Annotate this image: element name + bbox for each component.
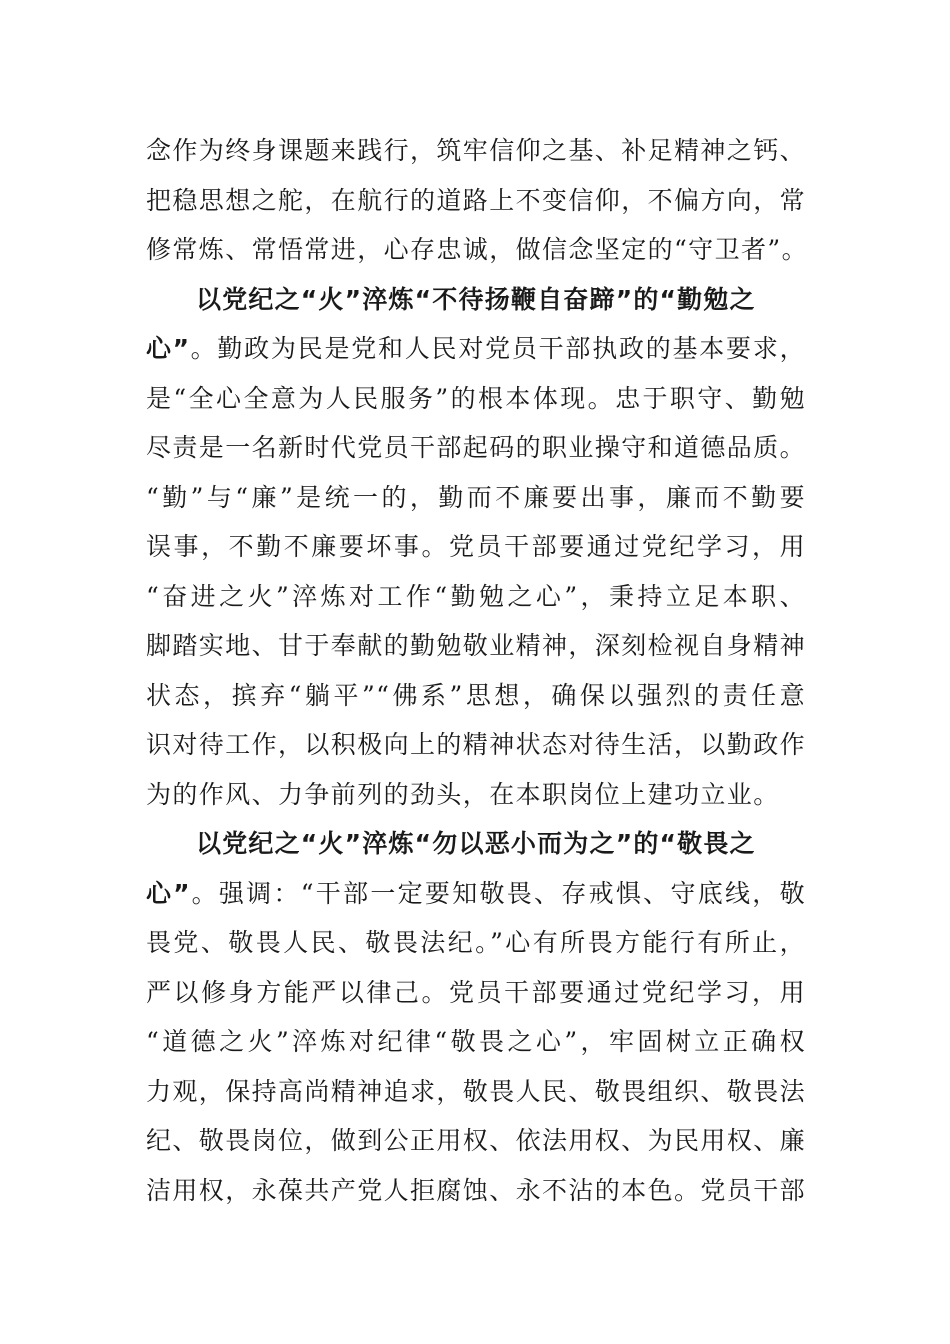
- section-heading: 以党纪之“火”淬炼“勿以恶小而为之”的“敬畏之: [196, 829, 756, 858]
- text-line: 畏党、敬畏人民、敬畏法纪。”心有所畏方能行有所止，: [146, 928, 806, 957]
- text-line: “勤”与“廉”是统一的，勤而不廉要出事，廉而不勤要: [146, 482, 806, 512]
- text-line: “道德之火”淬炼对纪律“敬畏之心”，牢固树立正确权: [146, 1027, 806, 1056]
- text-line: 误事，不勤不廉要坏事。党员干部要通过党纪学习，用: [146, 532, 806, 561]
- text-line-rest: 。勤政为民是党和人民对党员干部执政的基本要求，: [190, 334, 807, 363]
- text-line: “奋进之火”淬炼对工作“勤勉之心”，秉持立足本职、: [146, 581, 806, 611]
- text-line: 洁用权，永葆共产党人拒腐蚀、永不沾的本色。党员干部: [146, 1175, 807, 1205]
- section-heading-end: 心”: [146, 878, 191, 908]
- text-line: 尽责是一名新时代党员干部起码的职业操守和道德品质。: [146, 433, 807, 462]
- section-heading-end: 心”: [146, 334, 191, 363]
- text-line: 力观，保持高尚精神追求，敬畏人民、敬畏组织、敬畏法: [146, 1076, 807, 1106]
- text-line: 把稳思想之舵，在航行的道路上不变信仰，不偏方向，常: [146, 185, 807, 215]
- section-heading: 以党纪之“火”淬炼“不待扬鞭自奋蹄”的“勤勉之: [196, 284, 756, 314]
- text-line: 修常炼、常悟常进，心存忠诚，做信念坚定的“守卫者”。: [146, 235, 808, 264]
- text-line: 识对待工作，以积极向上的精神状态对待生活，以勤政作: [146, 730, 807, 759]
- text-line: 状态，摈弃“躺平”“佛系”思想，确保以强烈的责任意: [146, 680, 806, 710]
- body-text: [146, 126, 806, 1215]
- text-line: 脚踏实地、甘于奉献的勤勉敬业精神，深刻检视自身精神: [146, 631, 807, 660]
- text-line: [146, 869, 806, 919]
- text-line: 是“全心全意为人民服务”的根本体现。忠于职守、勤勉: [146, 383, 806, 413]
- text-line: 严以修身方能严以律己。党员干部要通过党纪学习，用: [146, 977, 806, 1007]
- text-line-rest: 。强调：“干部一定要知敬畏、存戒惧、守底线，敬: [190, 878, 806, 908]
- text-line: 纪、敬畏岗位，做到公正用权、依法用权、为民用权、廉: [146, 1126, 807, 1155]
- text-line: 为的作风、力争前列的劲头，在本职岗位上建功立业。: [146, 779, 780, 809]
- text-line: [146, 324, 806, 374]
- text-line: 念作为终身课题来践行，筑牢信仰之基、补足精神之钙、: [146, 136, 807, 165]
